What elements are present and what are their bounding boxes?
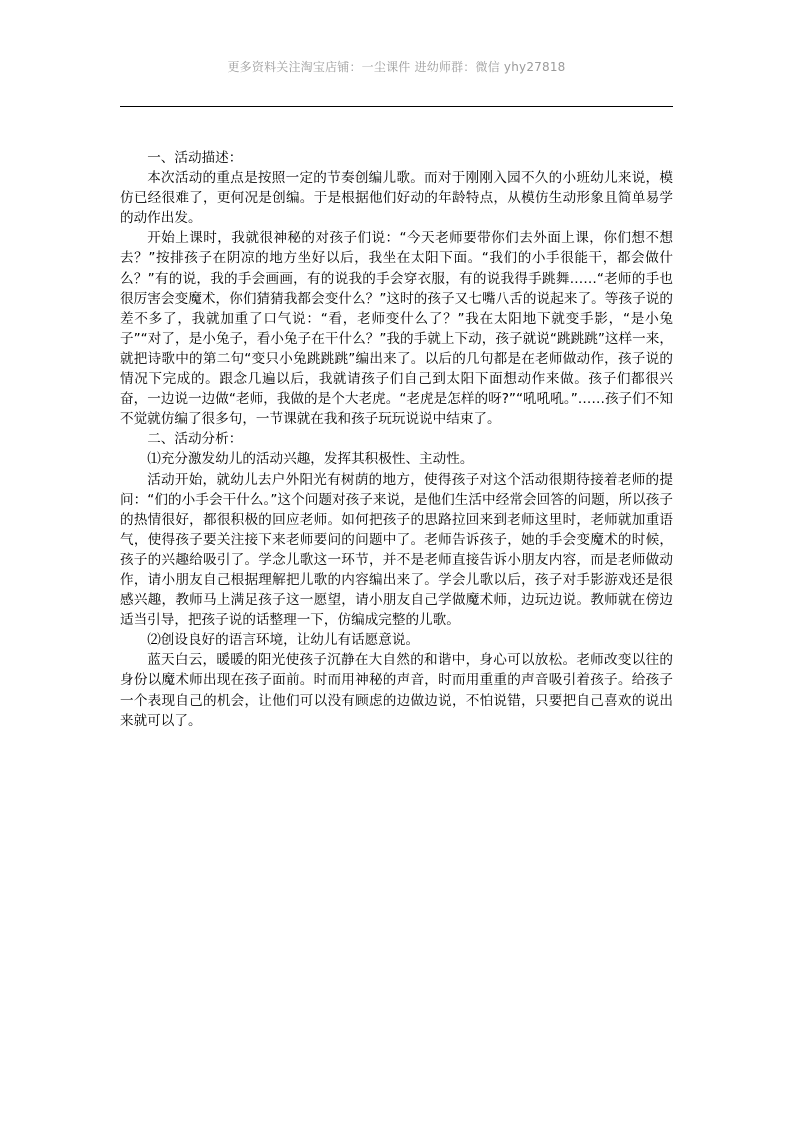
subheading-point-2: ⑵创设良好的语言环境，让幼儿有话愿意说。 <box>147 632 420 649</box>
page-header: 更多资料关注淘宝店铺：一尘课件 进幼师群：微信 yhy27818 <box>227 60 566 74</box>
document-body <box>120 148 673 731</box>
paragraph: 活动开始，就幼儿去户外阳光有树荫的地方，使得孩子对这个活动很期待接着老师的提问：“们的小手会干什么。”这个问题对孩子来说，是他们生活中经常会回答的问题，所以孩子的热情很好，都很积极的回应老师。如何把孩子的思路拉回来到老师这里时，老师就加重语气，使得孩子要关注接下来老师要问的问题中了。老师告诉孩子，她的手会变魔术的时候，孩子的兴趣给吸引了。学念儿歌这一环节，并不是老师直接告诉小朋友内容，而是老师做动作，请小朋友自己根据理解把儿歌的内容编出来了。学会儿歌以后，孩子对手影游戏还是很感兴趣，教师马上满足孩子这一愿望，请小朋友自己学做魔术师，边玩边说。教师就在傍边适当引导，把孩子说的话整理一下，仿编成完整的儿歌。 <box>120 471 673 629</box>
header-divider <box>120 106 673 107</box>
paragraph: 开始上课时，我就很神秘的对孩子们说：“今天老师要带你们去外面上课，你们想不想去？”按排孩子在阴凉的地方坐好以后，我坐在太阳下面。“我们的小手很能干，都会做什么？”有的说，我的手会画画，有的说我的手会穿衣服，有的说我得手跳舞……“老师的手也很厉害会变魔术，你们猜猜我都会变什么？”这时的孩子又七嘴八舌的说起来了。等孩子说的差不多了，我就加重了口气说：“看，老师变什么了？”我在太阳地下就变手影，“是小兔子”“对了，是小兔子，看小兔子在干什么？”我的手就上下动，孩子就说“跳跳跳”这样一来，就把诗歌中的第二句“变只小兔跳跳跳”编出来了。以后的几句都是在老师做动作，孩子说的情况下完成的。跟念几遍以后，我就请孩子们自己到太阳下面想动作来做。孩子们都很兴奋，一边说一边做“老师，我做的是个大老虎。“老虎是怎样的呀?”“吼吼吼。”……孩子们不知不觉就仿编了很多句，一节课就在我和孩子玩玩说说中结束了。 <box>120 230 673 428</box>
subheading-point-1: ⑴充分激发幼儿的活动兴趣，发挥其积极性、主动性。 <box>147 451 474 468</box>
section-heading-activity-analysis: 二、活动分析： <box>147 431 243 448</box>
paragraph: 蓝天白云，暖暖的阳光使孩子沉静在大自然的和谐中，身心可以放松。老师改变以往的身份以魔术师出现在孩子面前。时而用神秘的声音，时而用重重的声音吸引着孩子。给孩子一个表现自己的机会，让他们可以没有顾虑的边做边说，不怕说错，只要把自己喜欢的说出来就可以了。 <box>120 652 673 729</box>
section-heading-activity-description: 一、活动描述： <box>147 150 243 166</box>
paragraph: 本次活动的重点是按照一定的节奏创编儿歌。而对于刚刚入园不久的小班幼儿来说，模仿已经很难了，更何况是创编。于是根据他们好动的年龄特点，从模仿生动形象且简单易学的动作出发。 <box>120 170 673 227</box>
